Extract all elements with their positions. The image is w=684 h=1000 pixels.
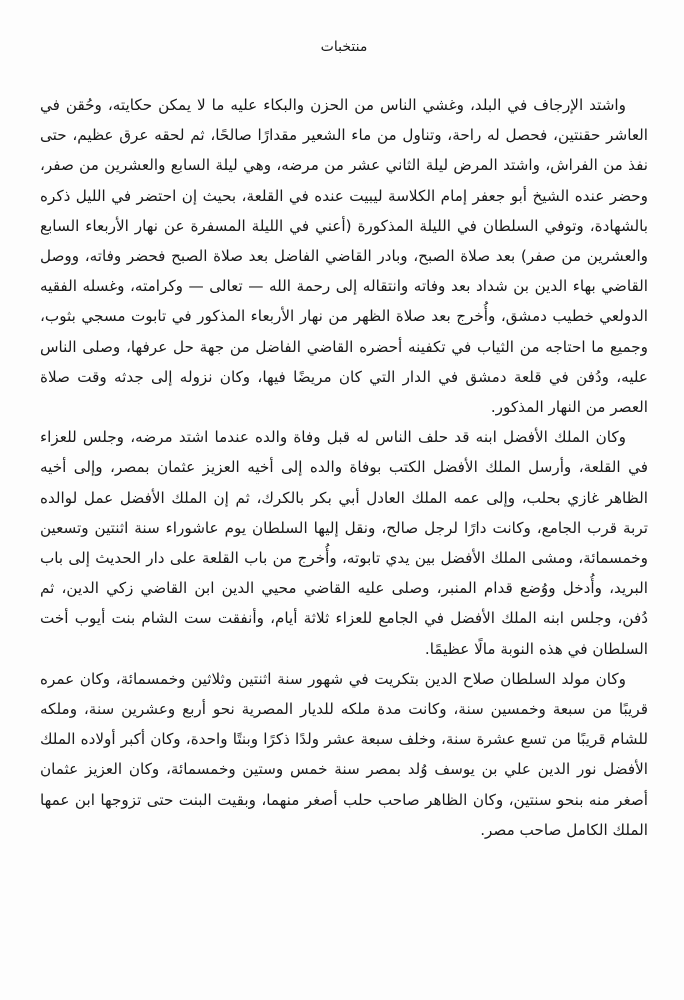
body-text (40, 90, 648, 845)
paragraph-3: وكان مولد السلطان صلاح الدين بتكريت في شهور سنة اثنتين وثلاثين وخمسمائة، وكان عمره قريبًا من سبعة وخمسين سنة، وكانت مدة ملكه للديار المصرية نحو أربع وعشرين سنة، وملكه للشام قريبًا من تسع عشرة سنة، وخلف سبعة عشر ولدًا ذكرًا وبنتًا واحدة، وكان أكبر أولاده الملك الأفضل نور الدين علي بن يوسف وُلد بمصر سنة خمس وستين وخمسمائة، وكان العزيز عثمان أصغر منه بنحو سنتين، وكان الظاهر صاحب حلب أصغر منهما، وبقيت البنت حتى تزوجها ابن عمها الملك الكامل صاحب مصر. (40, 669, 648, 839)
paragraph-2: وكان الملك الأفضل ابنه قد حلف الناس له قبل وفاة والده عندما اشتد مرضه، وجلس للعزاء في القلعة، وأرسل الملك الأفضل الكتب بوفاة والده إلى أخيه العزيز عثمان بمصر، وإلى أخيه الظاهر غازي بحلب، وإلى عمه الملك العادل أبي بكر بالكرك، ثم إن الملك الأفضل عمل لوالده تربة قرب الجامع، وكانت دارًا لرجل صالح، ونقل إليها السلطان يوم عاشوراء سنة اثنتين وتسعين وخمسمائة، ومشى الملك الأفضل بين يدي تابوته، وأُخرج من باب القلعة على دار الحديث إلى باب البريد، وأُدخل ووُضع قدام المنبر، وصلى عليه القاضي محيي الدين ابن القاضي زكي الدين، ثم دُفن، وجلس ابنه الملك الأفضل في الجامع للعزاء ثلاثة أيام، وأنفقت ست الشام بنت أيوب أخت السلطان في هذه النوبة مالًا عظيمًا. (40, 428, 648, 658)
paragraph-1: واشتد الإرجاف في البلد، وغشي الناس من الحزن والبكاء عليه ما لا يمكن حكايته، وحُقن في العاشر حقنتين، فحصل له راحة، وتناول من ماء الشعير مقدارًا صالحًا، ثم لحقه عرق عظيم، حتى نفذ من الفراش، واشتد المرض ليلة الثاني عشر من مرضه، وهي ليلة السابع والعشرين من صفر، وحضر عنده الشيخ أبو جعفر إمام الكلاسة ليبيت عنده في القلعة، بحيث إن احتضر في الليل ذكره بالشهادة، وتوفي السلطان في الليلة المذكورة (أعني في الليلة المسفرة عن نهار الأربعاء السابع والعشرين من صفر) بعد صلاة الصبح، وبادر القاضي الفاضل بعد صلاة الصبح فحضر وفاته، ووصل القاضي بهاء الدين بن شداد بعد وفاته وانتقاله إلى رحمة الله — تعالى — وكرامته، وغسله الفقيه الدولعي خطيب دمشق، وأُخرج بعد صلاة الظهر من نهار الأربعاء المذكور في تابوت مسجي بثوب، وجميع ما احتاجه من الثياب في تكفينه أحضره القاضي الفاضل من جهة حل عرفها، وصلى الناس عليه، ودُفن في قلعة دمشق في الدار التي كان مريضًا فيها، وكان نزوله إلى جدثه وقت صلاة العصر من النهار المذكور. (40, 96, 648, 417)
running-header: منتخبات (320, 39, 368, 55)
